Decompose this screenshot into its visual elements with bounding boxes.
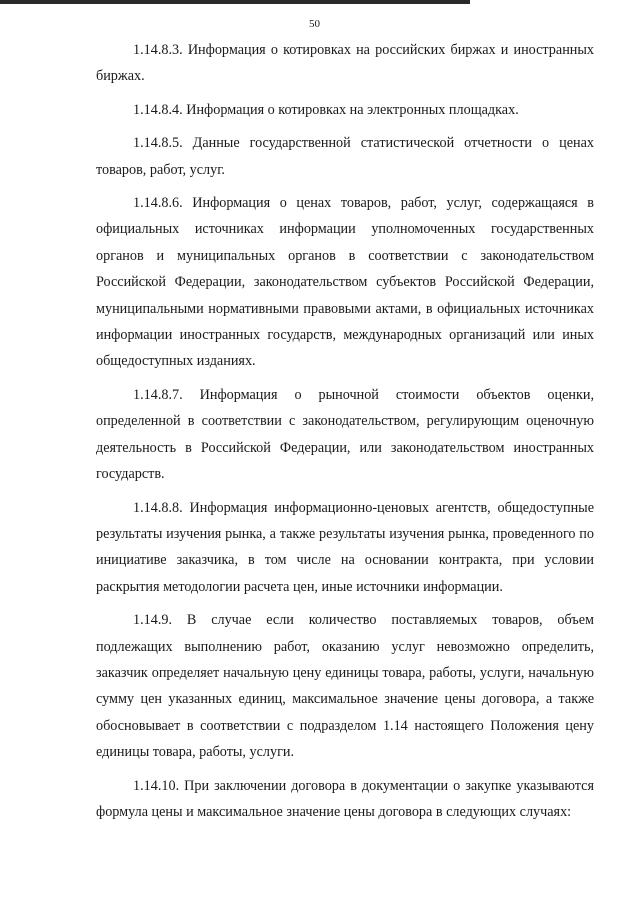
paragraph-1-14-10: 1.14.10. При заключении договора в документации о закупке указываются формула цены и максимальное значение цены договора в следующих случаях:: [96, 777, 594, 820]
paragraph-1-14-9: 1.14.9. В случае если количество поставляемых товаров, объем подлежащих выполнению работ, оказанию услуг невозможно определить, заказчик определяет начальную цену единицы товара, работы, услуги, начальную сумму цен указанных единиц, максимальное значение цены договора, а также обосновывает в соответствии с подразделом 1.14 настоящего Положения цену единицы товара, работы, услуги.: [96, 612, 594, 761]
paragraph-1-14-8-4: 1.14.8.4. Информация о котировках на электронных площадках.: [133, 101, 519, 118]
page-number: 50: [309, 18, 320, 30]
paragraph-1-14-8-7: 1.14.8.7. Информация о рыночной стоимости объектов оценки, определенной в соответствии с законодательством, регулирующим оценочную деятельность в Российской Федерации, или законодательством иностранных государств.: [96, 386, 594, 483]
paragraph-1-14-8-6: 1.14.8.6. Информация о ценах товаров, работ, услуг, содержащаяся в официальных источниках информации уполномоченных государственных органов и муниципальных органов в соответствии с законодательством Российской Федерации, законодательством субъектов Российской Федерации, муниципальными нормативными правовыми актами, в официальных источниках информации иностранных государств, международных организаций или иных общедоступных изданиях.: [96, 195, 594, 370]
scan-edge-bar: [0, 0, 470, 4]
document-body: [96, 37, 594, 832]
paragraph-1-14-8-3: 1.14.8.3. Информация о котировках на российских биржах и иностранных биржах.: [96, 42, 594, 85]
paragraph-1-14-8-5: 1.14.8.5. Данные государственной статистической отчетности о ценах товаров, работ, услуг.: [96, 135, 594, 178]
paragraph-1-14-8-8: 1.14.8.8. Информация информационно-ценовых агентств, общедоступные результаты изучения рынка, а также результаты изучения рынка, проведенного по инициативе заказчика, в том числе на основании контракта, при условии раскрытия методологии расчета цен, иные источники информации.: [96, 499, 594, 595]
